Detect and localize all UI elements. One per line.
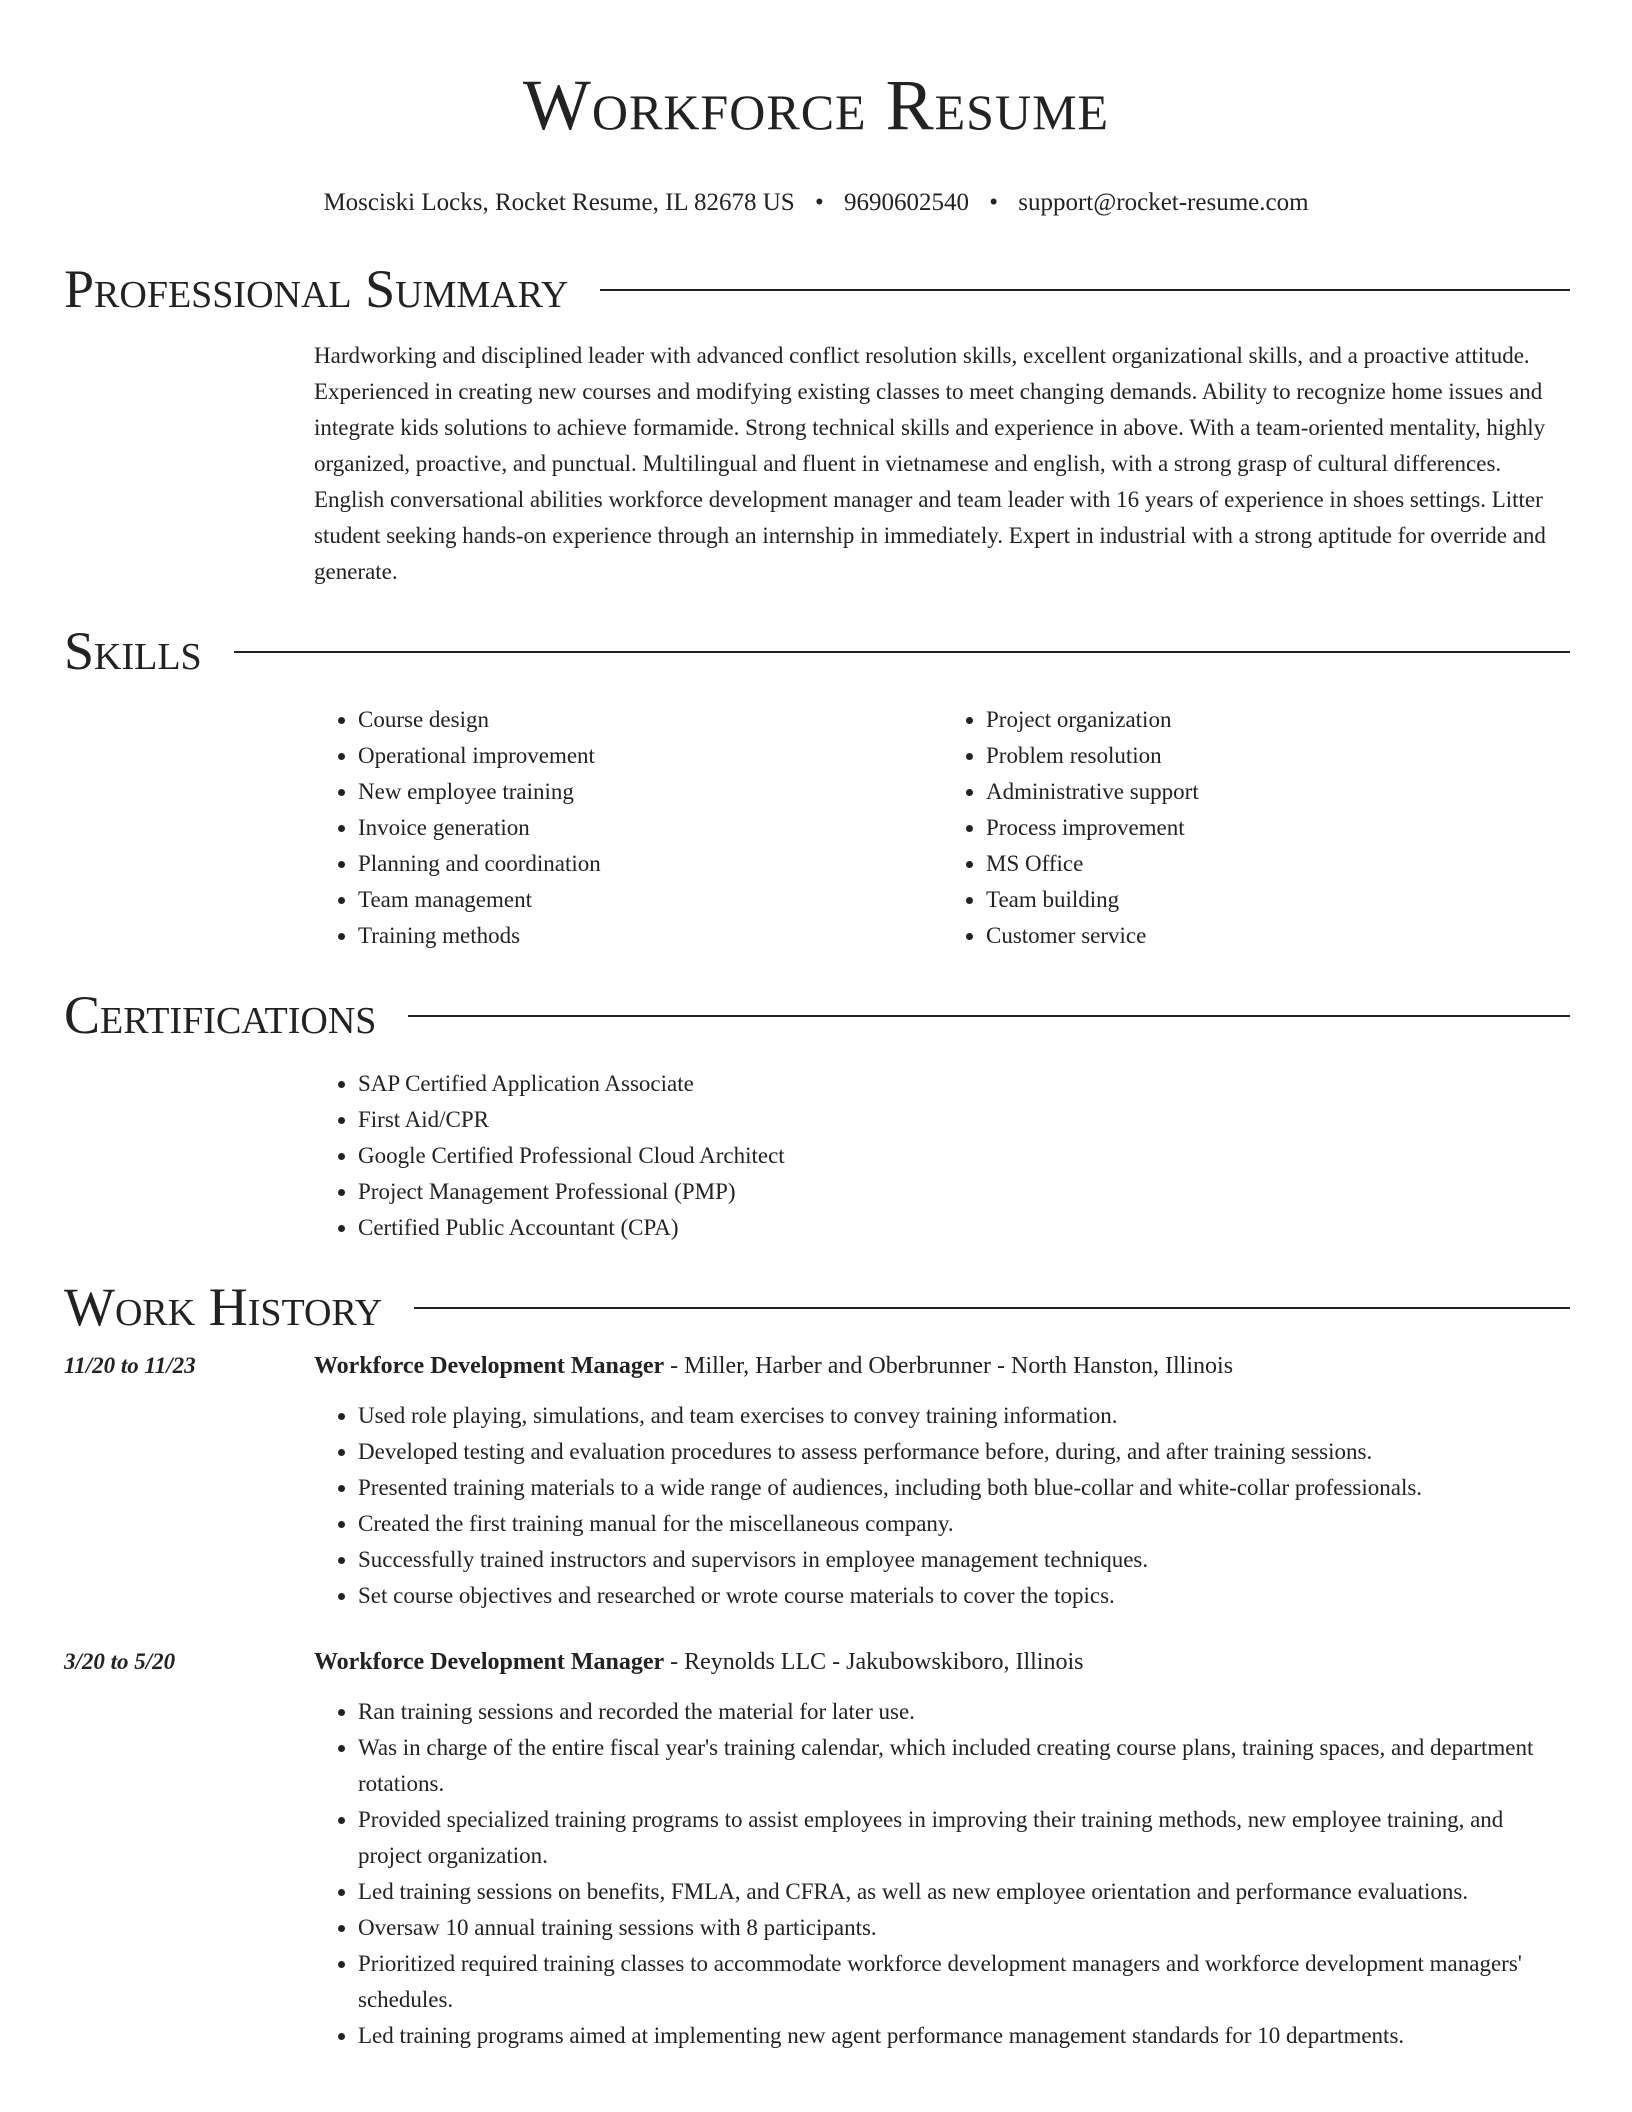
skill-item: • Team management [358, 882, 942, 918]
skills-list-left [314, 702, 942, 954]
skills-section [64, 618, 1570, 954]
skill-item: • Operational improvement [358, 738, 942, 774]
job-employer-location: - Reynolds LLC - Jakubowskiboro, Illinois [664, 1649, 1084, 1675]
certification-item: • First Aid/CPR [358, 1102, 1570, 1138]
certification-item: • Project Management Professional (PMP) [358, 1174, 1570, 1210]
skill-item: • Customer service [986, 918, 1570, 954]
skill-item: • New employee training [358, 774, 942, 810]
skill-item: • Course design [358, 702, 942, 738]
contact-separator: • [814, 189, 824, 216]
certification-item: • Google Certified Professional Cloud Architect [358, 1138, 1570, 1174]
resume-header [0, 0, 1632, 220]
job-bullets [314, 1398, 1570, 1614]
skill-item: • Process improvement [986, 810, 1570, 846]
certification-item: • Certified Public Accountant (CPA) [358, 1210, 1570, 1246]
job-entry [64, 1348, 1570, 1614]
certifications-list [314, 1066, 1570, 1246]
summary-title: Professional Summary [64, 259, 569, 319]
candidate-name: Workforce Resume [522, 65, 1110, 145]
job-bullet: • Led training sessions on benefits, FMLA, and CFRA, as well as new employee orientation and performance evaluations. [358, 1874, 1570, 1910]
job-bullet: • Provided specialized training programs to assist employees in improving their training methods, new employee training, and project organization. [358, 1802, 1570, 1874]
job-dates: 3/20 to 5/20 [64, 1649, 176, 1674]
section-divider [600, 289, 1570, 291]
contact-phone: 9690602540 [843, 189, 969, 216]
job-entry [64, 1644, 1570, 2054]
certifications-heading-row [64, 982, 1570, 1048]
certifications-section [64, 982, 1570, 1246]
summary-body [314, 338, 1570, 590]
contact-separator: • [989, 189, 998, 216]
certifications-title: Certifications [64, 985, 377, 1045]
job-employer-location: - Miller, Harber and Oberbrunner - North Hanston, Illinois [664, 1353, 1234, 1379]
skill-item: • Invoice generation [358, 810, 942, 846]
certification-item: • SAP Certified Application Associate [358, 1066, 1570, 1102]
section-divider [414, 1307, 1570, 1309]
job-bullet: • Developed testing and evaluation procedures to assess performance before, during, and after training sessions. [358, 1434, 1570, 1470]
job-bullet: • Was in charge of the entire fiscal year's training calendar, which included creating course plans, training spaces, and department rotations. [358, 1730, 1570, 1802]
skill-item: • Problem resolution [986, 738, 1570, 774]
skill-item: • MS Office [986, 846, 1570, 882]
job-bullet: • Set course objectives and researched or wrote course materials to cover the topics. [358, 1578, 1570, 1614]
skill-item: • Training methods [358, 918, 942, 954]
skills-grid [314, 702, 1570, 954]
job-bullet: • Ran training sessions and recorded the material for later use. [358, 1694, 1570, 1730]
summary-heading-row [64, 256, 1570, 322]
job-dates: 11/20 to 11/23 [64, 1353, 196, 1378]
job-bullet: • Successfully trained instructors and supervisors in employee management techniques. [358, 1542, 1570, 1578]
skill-item: • Administrative support [986, 774, 1570, 810]
contact-address: Mosciski Locks, Rocket Resume, IL 82678 US [323, 189, 795, 216]
contact-line [0, 186, 1632, 220]
summary-text: Hardworking and disciplined leader with advanced conflict resolution skills, excellent organizational skills, and a proactive attitude. Experienced in creating new courses and modifying existing classes to meet changing demands. Ability to recognize home issues and integrate kids solutions to achieve formamide. Strong technical skills and experience in above. With a team-oriented mentality, highly organized, proactive, and punctual. Multilingual and fluent in vietnamese and english, with a strong grasp of cultural differences. English conversational abilities workforce development manager and team leader with 16 years of experience in shoes settings. Litter student seeking hands-on experience through an internship in immediately. Expert in industrial with a strong aptitude for override and generate. [314, 343, 1546, 584]
skills-list-right [942, 702, 1570, 954]
section-divider [234, 651, 1570, 653]
job-bullet: • Led training programs aimed at implementing new agent performance management standards for 10 departments. [358, 2018, 1570, 2054]
skills-heading-row [64, 618, 1570, 684]
job-details [314, 1348, 1570, 1614]
work-heading-row [64, 1274, 1570, 1340]
skill-item: • Project organization [986, 702, 1570, 738]
summary-section [64, 256, 1570, 590]
job-bullet: • Used role playing, simulations, and team exercises to convey training information. [358, 1398, 1570, 1434]
contact-email: support@rocket-resume.com [1018, 189, 1309, 216]
certifications-body [314, 1066, 1570, 1246]
skill-item: • Planning and coordination [358, 846, 942, 882]
job-bullet: • Oversaw 10 annual training sessions with 8 participants. [358, 1910, 1570, 1946]
job-bullet: • Created the first training manual for the miscellaneous company. [358, 1506, 1570, 1542]
job-title-line [314, 1644, 1570, 1680]
job-title-line [314, 1348, 1570, 1384]
section-divider [408, 1015, 1570, 1017]
skills-title: Skills [64, 621, 202, 681]
work-history-title: Work History [64, 1277, 383, 1337]
skill-item: • Team building [986, 882, 1570, 918]
work-history-section [64, 1274, 1570, 2054]
job-bullet: • Prioritized required training classes to accommodate workforce development managers and workforce development managers' schedules. [358, 1946, 1570, 2018]
job-details [314, 1644, 1570, 2054]
job-bullet: • Presented training materials to a wide range of audiences, including both blue-collar and white-collar professionals. [358, 1470, 1570, 1506]
job-bullets [314, 1694, 1570, 2054]
job-role: Workforce Development Manager [314, 1649, 665, 1675]
job-role: Workforce Development Manager [314, 1353, 665, 1379]
jobs-list [64, 1348, 1570, 2054]
